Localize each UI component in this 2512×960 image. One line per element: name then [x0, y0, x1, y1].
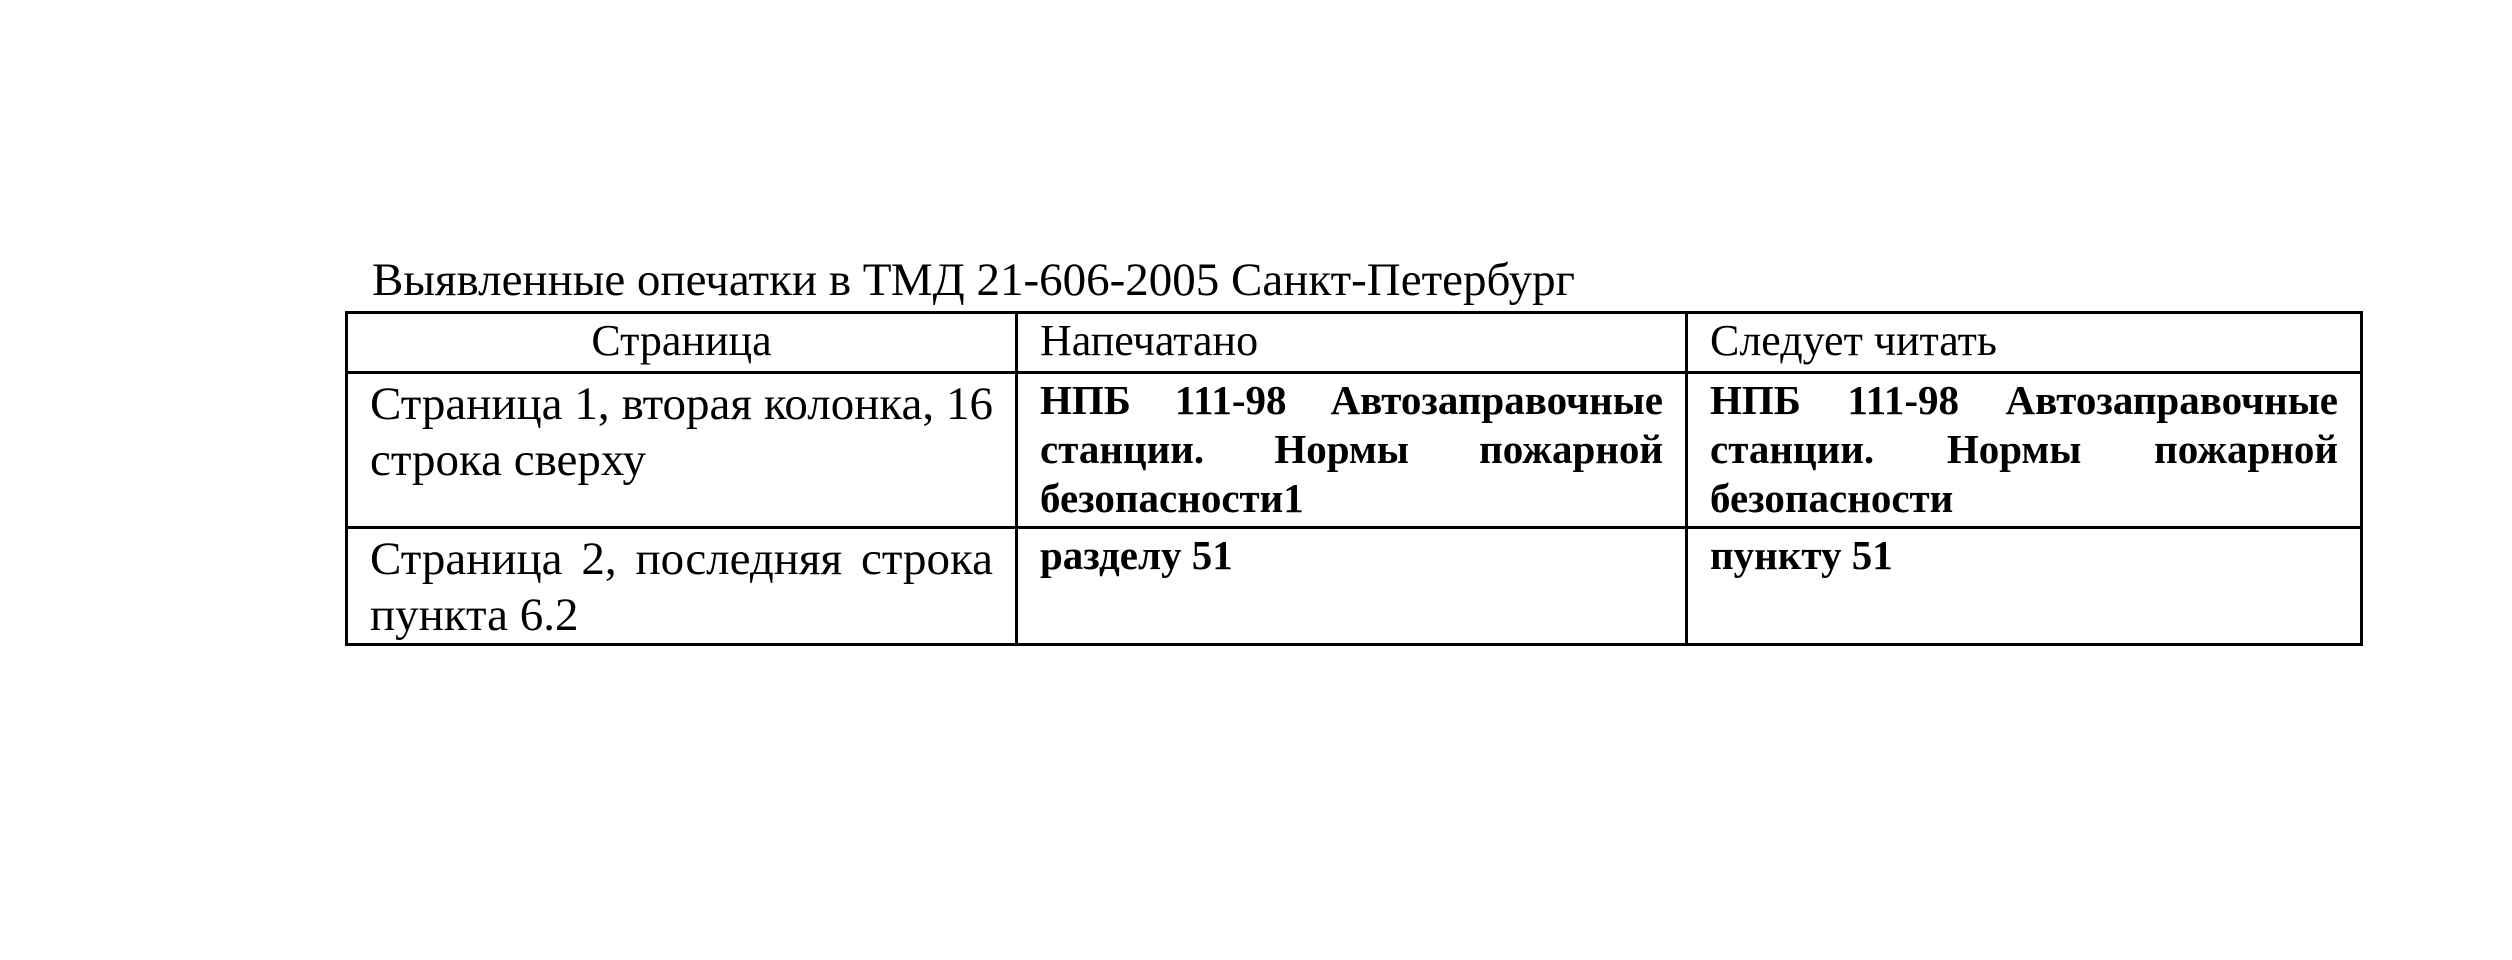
table-header-row: [347, 313, 2362, 373]
cell-correct: НПБ 111-98 Автозаправочные станции. Нормы пожарной безопасности: [1687, 373, 2362, 528]
cell-printed: разделу 51: [1017, 528, 1687, 645]
cell-page: Страница 2, последняя строка пункта 6.2: [347, 528, 1017, 645]
header-correct: Следует читать: [1687, 313, 2362, 373]
errata-table: [345, 311, 2363, 646]
header-page: Страница: [347, 313, 1017, 373]
table-row: [347, 528, 2362, 645]
document-title: Выявленные опечатки в ТМД 21-606-2005 Санкт-Петербург: [372, 254, 1575, 306]
table-row: [347, 373, 2362, 528]
header-printed: Напечатано: [1017, 313, 1687, 373]
cell-correct: пункту 51: [1687, 528, 2362, 645]
cell-printed: НПБ 111-98 Автозаправочные станции. Нормы пожарной безопасности1: [1017, 373, 1687, 528]
cell-page: Страница 1, вторая колонка, 16 строка сверху: [347, 373, 1017, 528]
